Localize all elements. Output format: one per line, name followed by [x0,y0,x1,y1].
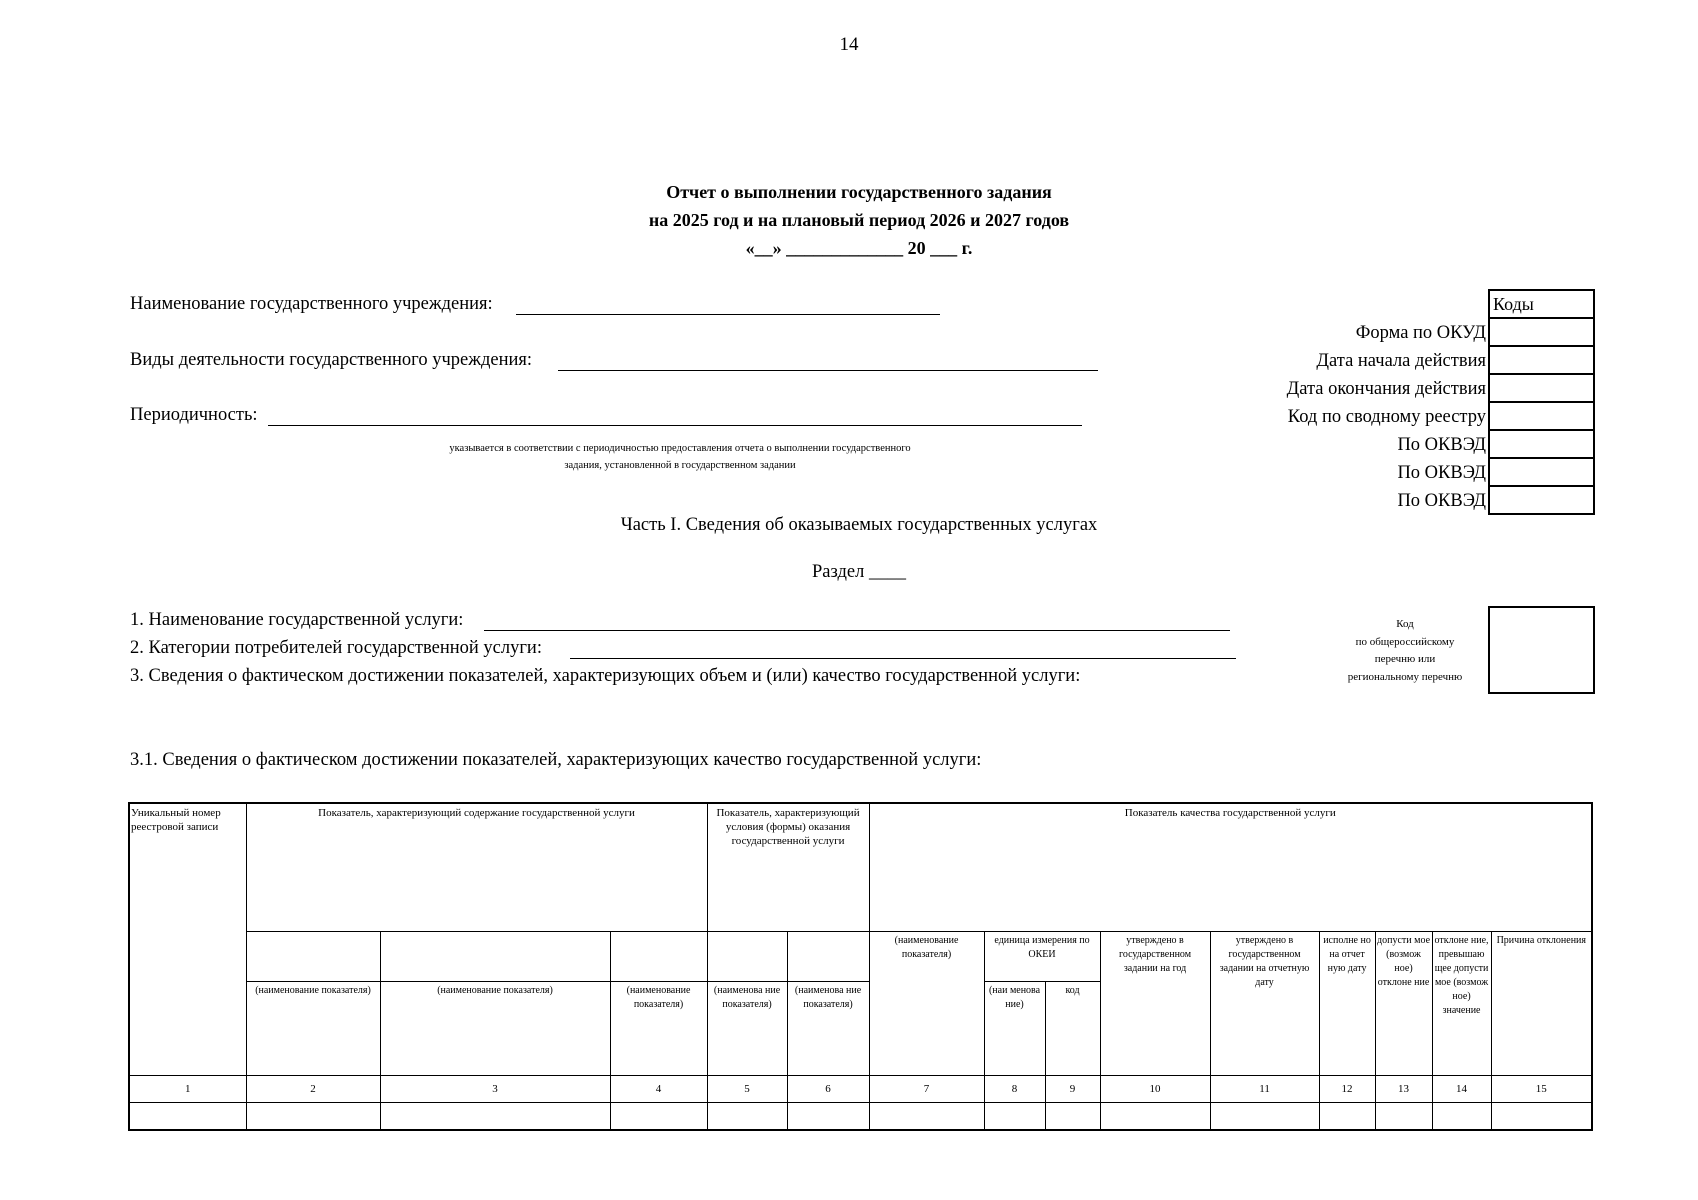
data-cell[interactable] [1491,1102,1592,1130]
data-cell[interactable] [984,1102,1045,1130]
consumer-category-line[interactable] [570,658,1236,659]
indicators-label: 3. Сведения о фактическом достижении показателей, характеризующих объем и (или) качество государственной услуги: [130,666,1081,686]
content-blank-2 [380,931,610,981]
data-cell[interactable] [129,1102,246,1130]
institution-name-line[interactable] [516,314,940,315]
col-num-13: 13 [1375,1075,1432,1102]
code-label-end-date: Дата окончания действия [1286,379,1486,399]
col-num-7: 7 [869,1075,984,1102]
codes-labels [1287,319,1486,515]
code-cell-okved-1[interactable] [1490,431,1593,459]
col-num-5: 5 [707,1075,787,1102]
report-title-line2: на 2025 год и на плановый период 2026 и 2027 годов [648,210,1070,230]
data-cell[interactable] [246,1102,380,1130]
data-cell[interactable] [1210,1102,1319,1130]
content-blank-1 [246,931,380,981]
col-num-11: 11 [1210,1075,1319,1102]
content-name-3: (наименование показателя) [610,981,707,1075]
data-cell[interactable] [1045,1102,1100,1130]
code-cell-registry[interactable] [1490,403,1593,431]
code-cell-end-date[interactable] [1490,375,1593,403]
quality-table [128,802,1593,1131]
col-num-1: 1 [129,1075,246,1102]
conditions-blank-2 [787,931,869,981]
col-num-4: 4 [610,1075,707,1102]
conditions-blank-1 [707,931,787,981]
conditions-name-1: (наименова ние показателя) [707,981,787,1075]
done-header: исполне но на отчет ную дату [1319,931,1375,1075]
code-label-okved-3: По ОКВЭД [1397,491,1486,511]
periodicity-line[interactable] [268,425,1082,426]
code-label-okved-2: По ОКВЭД [1397,463,1486,483]
exceed-deviation-header: отклоне ние, превышаю щее допусти мое (возмож ное) значение [1432,931,1491,1075]
data-cell[interactable] [1432,1102,1491,1130]
col-num-6: 6 [787,1075,869,1102]
approved-date-header: утверждено в государственном задании на отчетную дату [1210,931,1319,1075]
data-cell[interactable] [1100,1102,1210,1130]
content-name-2: (наименование показателя) [380,981,610,1075]
col-num-12: 12 [1319,1075,1375,1102]
content-blank-3 [610,931,707,981]
code-list-label-line1: Код [1396,618,1414,630]
activity-types-line[interactable] [558,370,1098,371]
col-num-3: 3 [380,1075,610,1102]
periodicity-note-line1: указывается в соответствии с периодичностью предоставления отчета о выполнении государственного [449,443,911,454]
quality-name-header: (наименование показателя) [869,931,984,1075]
data-cell[interactable] [1319,1102,1375,1130]
column-numbers-row [129,1075,1592,1102]
col-num-8: 8 [984,1075,1045,1102]
header-quality-indicator: Показатель качества государственной услуги [869,803,1592,931]
code-list-label-line4: региональному перечню [1347,670,1463,683]
reason-header: Причина отклонения [1491,931,1592,1075]
code-cell-okud[interactable] [1490,319,1593,347]
institution-name-label: Наименование государственного учреждения: [130,294,493,314]
code-label-start-date: Дата начала действия [1316,351,1486,371]
col-num-2: 2 [246,1075,380,1102]
col-num-10: 10 [1100,1075,1210,1102]
section-label: Раздел ____ [812,562,906,582]
report-date-line: «__» _____________ 20 ___ г. [745,238,973,258]
conditions-name-2: (наименова ние показателя) [787,981,869,1075]
codes-box [1488,289,1595,515]
table-row [129,1102,1592,1130]
data-cell[interactable] [869,1102,984,1130]
code-cell-okved-2[interactable] [1490,459,1593,487]
data-cell[interactable] [610,1102,707,1130]
header-conditions-indicator: Показатель, характеризующий условия (формы) оказания государственной услуги [707,803,869,931]
code-cell-start-date[interactable] [1490,347,1593,375]
unit-name-header: (наи менова ние) [984,981,1045,1075]
header-content-indicator: Показатель, характеризующий содержание государственной услуги [246,803,707,931]
col-num-15: 15 [1491,1075,1592,1102]
code-label-registry: Код по сводному реестру [1287,407,1486,427]
codes-header: Коды [1490,291,1593,319]
activity-types-label: Виды деятельности государственного учреждения: [130,350,533,370]
code-list-label-line3: перечню или [1374,653,1436,665]
part-title: Часть I. Сведения об оказываемых государственных услугах [620,515,1098,535]
header-unique-number: Уникальный номер реестровой записи [129,803,246,1075]
code-list-box[interactable] [1488,606,1595,694]
col-num-9: 9 [1045,1075,1100,1102]
content-name-1: (наименование показателя) [246,981,380,1075]
data-cell[interactable] [380,1102,610,1130]
code-label-okud: Форма по ОКУД [1355,323,1486,343]
unit-okei-header: единица измерения по ОКЕИ [984,931,1100,981]
code-list-label [1300,616,1510,686]
allowed-deviation-header: допусти мое (возмож ное) отклоне ние [1375,931,1432,1075]
code-label-okved-1: По ОКВЭД [1397,435,1486,455]
data-cell[interactable] [1375,1102,1432,1130]
col-num-14: 14 [1432,1075,1491,1102]
periodicity-note-line2: задания, установленной в государственном задании [564,460,796,471]
service-name-line[interactable] [484,630,1230,631]
approved-year-header: утверждено в государственном задании на год [1100,931,1210,1075]
unit-code-header: код [1045,981,1100,1075]
data-cell[interactable] [787,1102,869,1130]
page-number: 14 [839,34,859,55]
periodicity-label: Периодичность: [130,405,258,425]
data-cell[interactable] [707,1102,787,1130]
code-cell-okved-3[interactable] [1490,487,1593,515]
subsection-title: 3.1. Сведения о фактическом достижении показателей, характеризующих качество государственной услуги: [130,750,982,770]
periodicity-note [340,440,1020,474]
service-name-label: 1. Наименование государственной услуги: [130,610,464,630]
code-list-label-line2: по общероссийскому [1355,635,1455,648]
report-title-line1: Отчет о выполнении государственного задания [666,182,1052,202]
consumer-category-label: 2. Категории потребителей государственной услуги: [130,638,542,658]
